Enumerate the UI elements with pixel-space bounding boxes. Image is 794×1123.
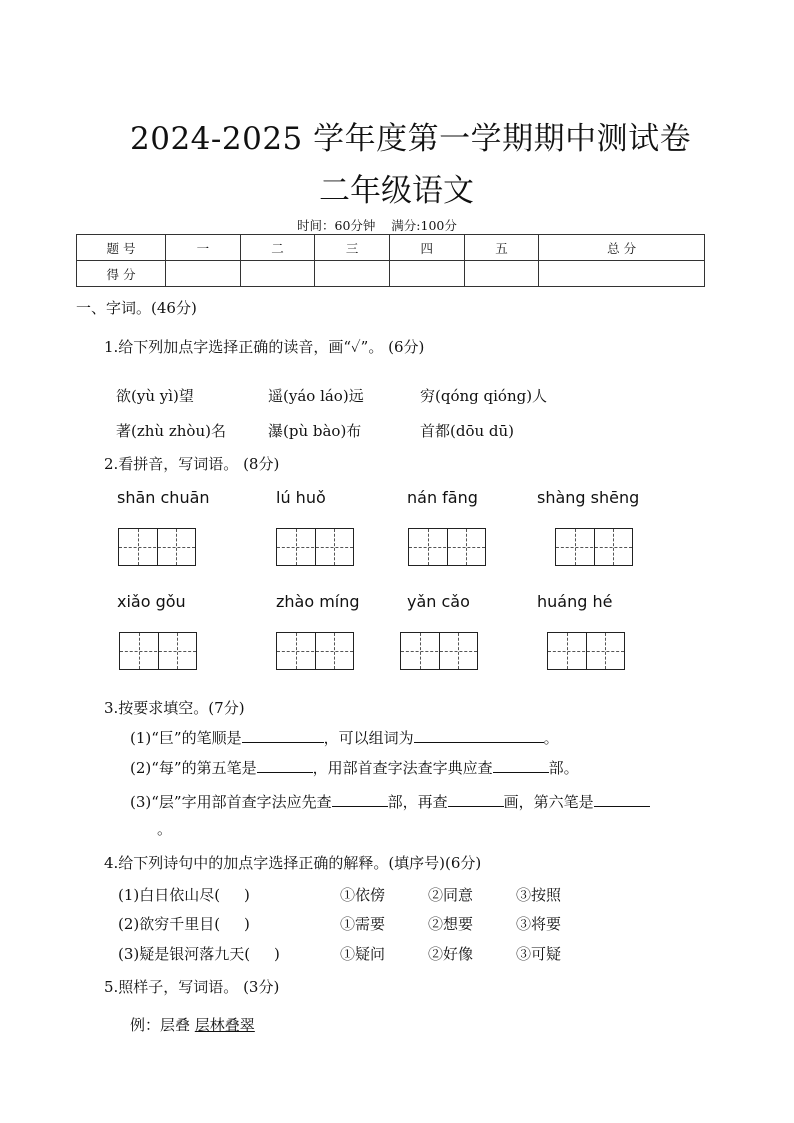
- q5-example-word: 层林叠翠: [194, 1016, 255, 1034]
- q4-question: (2)欲穷千里目( ): [118, 915, 250, 933]
- q3-text: 。: [543, 729, 559, 747]
- q4-option: ③按照: [516, 886, 562, 904]
- score-value-row: [77, 261, 705, 287]
- answer-blank[interactable]: [257, 758, 313, 773]
- score-header-cell: 三: [315, 235, 390, 261]
- pinyin-label: nán fāng: [407, 488, 478, 507]
- q3-text: (1)“巨”的笔顺是: [130, 729, 242, 747]
- pinyin-label: huáng hé: [537, 592, 613, 611]
- score-cell[interactable]: [166, 261, 241, 287]
- score-cell[interactable]: [240, 261, 315, 287]
- score-cell[interactable]: [315, 261, 390, 287]
- writing-grid[interactable]: [408, 528, 486, 566]
- writing-grid[interactable]: [119, 632, 197, 670]
- writing-grid[interactable]: [118, 528, 196, 566]
- q4-option: ②好像: [428, 945, 474, 963]
- q2-title: 2.看拼音，写词语。 (8分): [104, 455, 280, 473]
- answer-blank[interactable]: [414, 728, 544, 743]
- q3-line-2: [130, 757, 579, 778]
- writing-grid[interactable]: [400, 632, 478, 670]
- writing-grid[interactable]: [276, 632, 354, 670]
- pinyin-label: shàng shēng: [537, 488, 640, 507]
- q1-item: 欲(yù yì)望: [116, 387, 194, 405]
- q3-text: 画，第六笔是: [503, 793, 594, 811]
- section-heading: 一、字词。(46分): [76, 299, 197, 317]
- q5-example: [130, 1014, 255, 1035]
- pinyin-label: lú huǒ: [276, 488, 326, 507]
- pinyin-label: shān chuān: [117, 488, 210, 507]
- q3-text: (3)“层”字用部首查字法应先查: [130, 793, 332, 811]
- q3-text: 部，再查: [387, 793, 448, 811]
- q3-title: 3.按要求填空。(7分): [104, 699, 245, 717]
- q4-option: ①依傍: [340, 886, 386, 904]
- score-header-cell: 二: [240, 235, 315, 261]
- q3-text: ，可以组词为: [323, 729, 414, 747]
- answer-blank[interactable]: [448, 792, 504, 807]
- q4-option: ③可疑: [516, 945, 562, 963]
- q3-text: 部。: [548, 759, 579, 777]
- q3-text: 。: [157, 820, 173, 838]
- pinyin-label: xiǎo gǒu: [117, 592, 186, 611]
- q4-option: ②想要: [428, 915, 474, 933]
- q4-question: (3)疑是银河落九天( ): [118, 945, 280, 963]
- answer-blank[interactable]: [332, 792, 388, 807]
- q5-title: 5.照样子，写词语。 (3分): [104, 978, 280, 996]
- exam-meta: 时间：60分钟 满分:100分: [297, 218, 457, 233]
- q1-item: 遥(yáo láo)远: [268, 387, 364, 405]
- writing-grid[interactable]: [555, 528, 633, 566]
- answer-blank[interactable]: [242, 728, 324, 743]
- pinyin-label: zhào míng: [276, 592, 360, 611]
- q3-line-3: [130, 791, 650, 812]
- exam-title: 2024-2025 学年度第一学期期中测试卷: [130, 121, 692, 157]
- q1-item: 著(zhù zhòu)名: [116, 422, 226, 440]
- pinyin-label: yǎn cǎo: [407, 592, 470, 611]
- q4-question: (1)白日依山尽( ): [118, 886, 250, 904]
- writing-grid[interactable]: [547, 632, 625, 670]
- q1-item: 瀑(pù bào)布: [268, 422, 362, 440]
- q4-option: ③将要: [516, 915, 562, 933]
- answer-blank[interactable]: [493, 758, 549, 773]
- q4-option: ①需要: [340, 915, 386, 933]
- score-header-cell: 题 号: [77, 235, 166, 261]
- score-table: [76, 234, 705, 287]
- score-header-cell: 五: [464, 235, 539, 261]
- score-row-label: 得 分: [77, 261, 166, 287]
- writing-grid[interactable]: [276, 528, 354, 566]
- q1-item: 首都(dōu dū): [420, 422, 515, 440]
- q4-title: 4.给下列诗句中的加点字选择正确的解释。(填序号)(6分): [104, 854, 482, 872]
- score-header-cell: 四: [389, 235, 464, 261]
- q4-option: ①疑问: [340, 945, 386, 963]
- answer-blank[interactable]: [594, 792, 650, 807]
- q4-option: ②同意: [428, 886, 474, 904]
- score-header-cell: 一: [166, 235, 241, 261]
- q1-item: 穷(qóng qióng)人: [420, 387, 548, 405]
- q3-text: ，用部首查字法查字典应查: [312, 759, 493, 777]
- q3-line-1: [130, 727, 559, 748]
- score-cell[interactable]: [539, 261, 705, 287]
- score-cell[interactable]: [389, 261, 464, 287]
- q1-title: 1.给下列加点字选择正确的读音，画“✓”。 (6分): [104, 338, 425, 356]
- exam-subtitle: 二年级语文: [319, 173, 474, 209]
- q5-example-label: 例：层叠: [130, 1016, 191, 1034]
- score-header-cell: 总 分: [539, 235, 705, 261]
- score-cell[interactable]: [464, 261, 539, 287]
- q3-text: (2)“每”的第五笔是: [130, 759, 257, 777]
- score-header-row: [77, 235, 705, 261]
